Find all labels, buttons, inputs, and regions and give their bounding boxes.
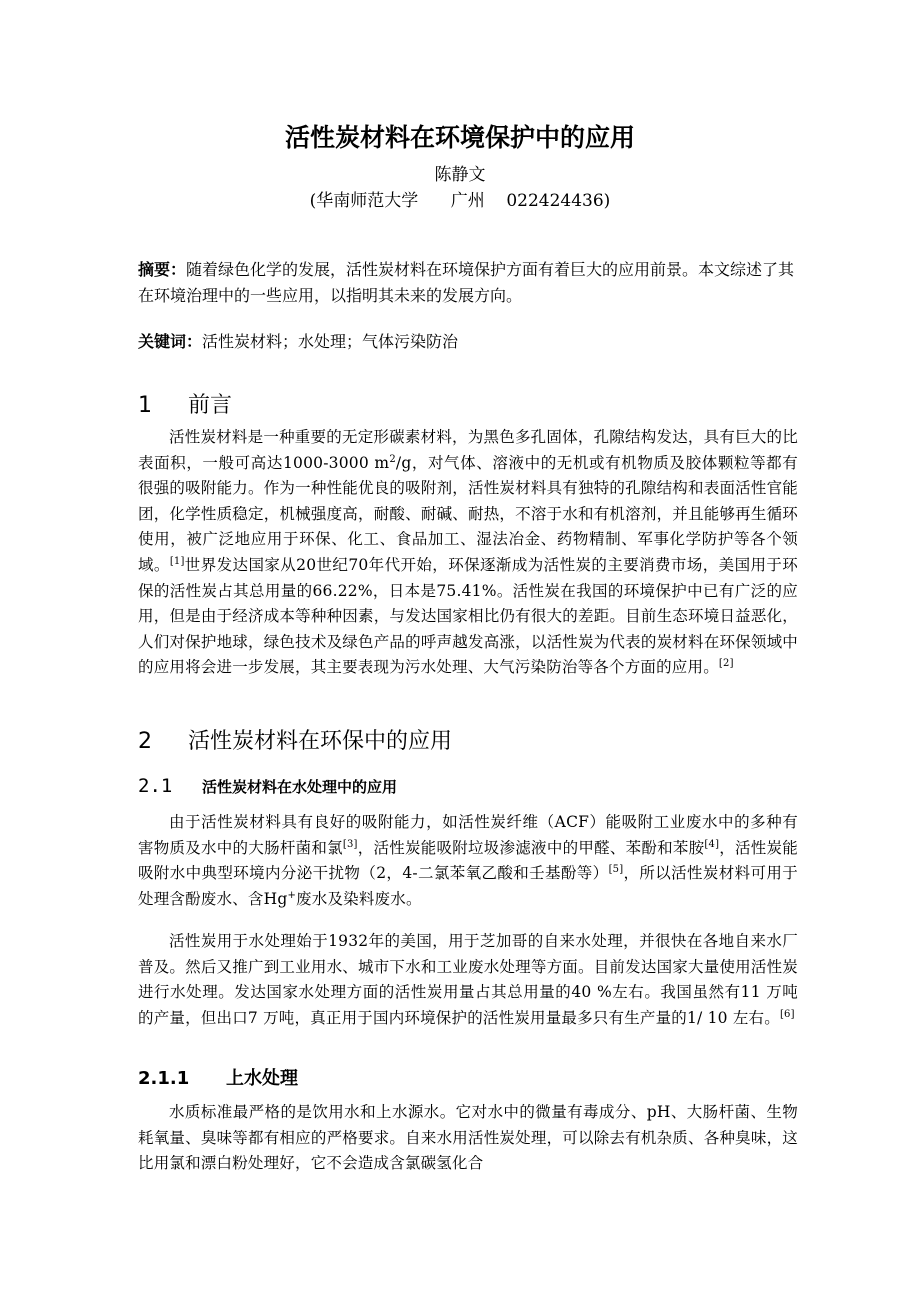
citation: [6] (779, 1008, 795, 1020)
text-run: 活性炭用于水处理始于1932年的美国，用于芝加哥的自来水处理，并很快在各地自来水厂普及。然后又推广到工业用水、城市下水和工业废水处理等方面。目前发达国家大量使用活性炭进行水处理。发达国家水处理方面的活性炭用量占其总用量的40 %左右。我国虽然有11 万吨的产量，但出口7 万吨，真正用于国内环境保护的活性炭用量最多只有生产量的1/ 10 左右。 (138, 932, 798, 1027)
keywords-label: 关键词： (138, 332, 203, 351)
abstract-label: 摘要： (138, 260, 187, 279)
section-title: 上水处理 (226, 1068, 298, 1089)
superscript: 2 (389, 453, 396, 465)
text-run: ，活性炭能吸附水中典型环境内分泌干扰物（2，4-二氯苯氧乙酸和壬基酚等） (138, 838, 798, 883)
water-treatment-paragraph-1 (138, 810, 798, 912)
text-run: 活性炭材料是一种重要的无定形碳素材料，为黑色多孔固体，孔隙结构发达，具有巨大的比表面积，一般可高达1000-3000 m (138, 428, 798, 472)
author-affiliation: (华南师范大学 广州 022424436) (309, 191, 611, 211)
text-run: ，所以活性炭材料可用于处理含酚废水、含Hg (138, 864, 799, 908)
author-name: 陈静文 (434, 165, 486, 185)
abstract-text: 随着绿色化学的发展，活性炭材料在环境保护方面有着巨大的应用前景。本文综述了其在环境治理中的一些应用，以指明其未来的发展方向。 (138, 260, 795, 305)
subsection-heading-2-1-1 (138, 1064, 298, 1090)
upper-water-paragraph: 水质标准最严格的是饮用水和上水源水。它对水中的微量有毒成分、pH、大肠杆菌、生物耗氧量、臭味等都有相应的严格要求。自来水用活性炭处理，可以除去有机杂质、各种臭味，这比用氯和漂白粉处理好，它不会造成含氯碳氢化合 (138, 1103, 798, 1173)
text-run: /g，对气体、溶液中的无机或有机物质及胶体颗粒等都有很强的吸附能力。作为一种性能优良的吸附剂，活性炭材料具有独特的孔隙结构和表面活性官能团，化学性质稳定，机械强度高，耐酸、耐碱、耐热，不溶于水和有机溶剂，并且能够再生循环使用，被广泛地应用于环保、化工、食品加工、湿法冶金、药物精制、军事化学防护等各个领域。 (138, 453, 798, 574)
text-run: 世界发达国家从20世纪70年代开始，环保逐渐成为活性炭的主要消费市场，美国用于环保的活性炭占其总用量的66.22%，日本是75.41%。活性炭在我国的环境保护中已有广泛的应用，但是由于经济成本等种种因素，与发达国家相比仍有很大的差距。目前生态环境日益恶化，人们对保护地球，绿色技术及绿色产品的呼声越发高涨，以活性炭为代表的炭材料在环保领域中的应用将会进一步发展，其主要表现为污水处理、大气污染防治等各个方面的应用。 (138, 555, 798, 677)
water-treatment-paragraph-2 (138, 929, 798, 1031)
section-title: 前言 (188, 393, 233, 418)
section-number: 1 (138, 393, 152, 418)
section-number: 2.1.1 (138, 1068, 190, 1089)
section-title: 活性炭材料在环保中的应用 (188, 729, 453, 754)
section-title: 活性炭材料在水处理中的应用 (202, 778, 398, 796)
section-heading-2 (138, 724, 452, 755)
abstract (138, 257, 803, 309)
citation: [3] (342, 838, 358, 850)
superscript: + (287, 889, 297, 901)
section-heading-1 (138, 388, 232, 419)
keywords (138, 329, 803, 355)
keywords-text: 活性炭材料；水处理；气体污染防治 (202, 332, 459, 351)
citation: [4] (704, 838, 720, 850)
intro-paragraph (138, 425, 798, 681)
section-number: 2 (138, 729, 152, 754)
text-run: 废水及染料废水。 (296, 889, 422, 908)
subsection-heading-2-1 (138, 775, 397, 797)
section-number: 2.1 (138, 775, 173, 797)
text-run: 由于活性炭材料具有良好的吸附能力，如活性炭纤维（ACF）能吸附工业废水中的多种有害物质及水中的大肠杆菌和氯 (138, 813, 798, 857)
text-run: ，活性炭能吸附垃圾渗滤液中的甲醛、苯酚和苯胺 (357, 838, 705, 857)
paper-title: 活性炭材料在环境保护中的应用 (284, 123, 635, 152)
citation: [5] (608, 864, 624, 876)
citation: [2] (718, 658, 734, 670)
citation: [1] (169, 555, 185, 567)
